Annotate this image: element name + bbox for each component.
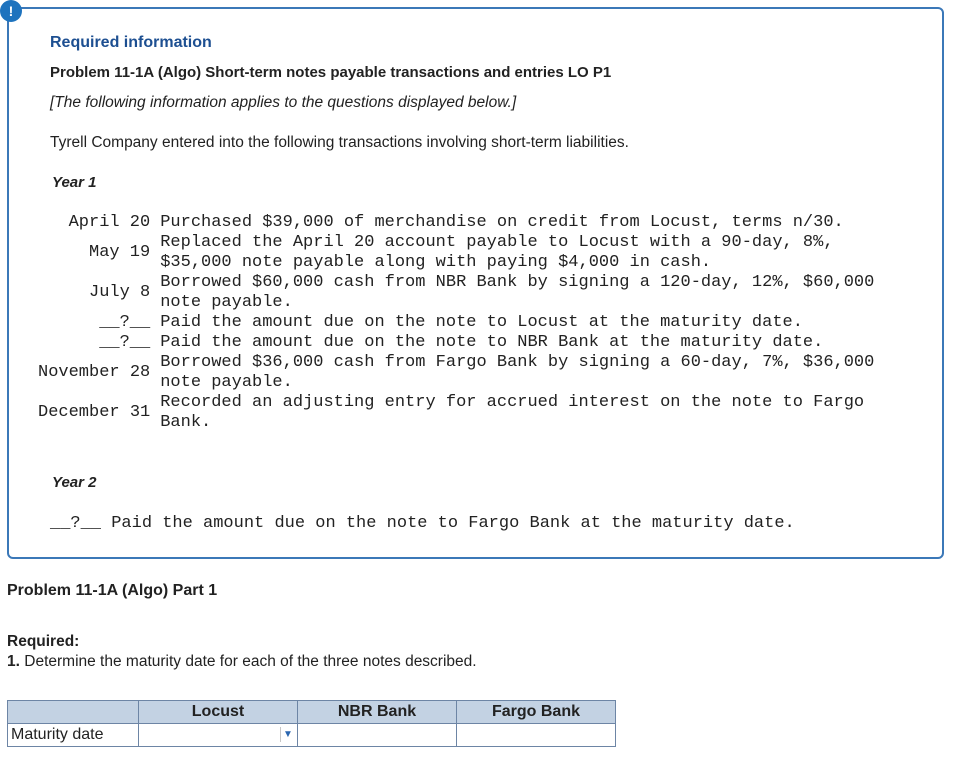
transaction-date: May 19 <box>89 243 151 262</box>
table-header-row <box>8 701 616 724</box>
maturity-date-table <box>7 700 616 747</box>
transaction-date: __?__ <box>50 514 102 533</box>
transaction-row <box>38 313 885 333</box>
year-1-label: Year 1 <box>52 174 97 191</box>
required-number: 1. <box>7 653 20 670</box>
nbr-bank-maturity-date-cell[interactable] <box>298 724 457 747</box>
transaction-text: Paid the amount due on the note to Fargo Bank at the maturity date. <box>111 514 795 533</box>
problem-title: Problem 11-1A (Algo) Short-term notes payable transactions and entries LO P1 <box>50 64 612 81</box>
transaction-text: Paid the amount due on the note to NBR Bank at the maturity date. <box>160 333 824 352</box>
transaction-text: Paid the amount due on the note to Locust at the maturity date. <box>160 313 803 332</box>
transaction-date: __?__ <box>99 313 151 332</box>
transaction-row <box>38 273 885 313</box>
transaction-row <box>38 333 885 353</box>
fargo-bank-maturity-date-cell[interactable] <box>457 724 616 747</box>
exclamation-icon: ! <box>0 0 22 22</box>
locust-maturity-date-input[interactable] <box>139 724 297 746</box>
table-corner-cell <box>8 701 139 724</box>
intro-text: Tyrell Company entered into the following transactions involving short-term liabilities. <box>50 134 629 151</box>
year-1-transactions <box>38 213 885 433</box>
transaction-date: November 28 <box>38 363 151 382</box>
column-header-fargo-bank: Fargo Bank <box>457 701 616 724</box>
required-instruction <box>7 653 477 671</box>
part-title: Problem 11-1A (Algo) Part 1 <box>7 582 218 599</box>
column-header-nbr-bank: NBR Bank <box>298 701 457 724</box>
locust-maturity-date-cell[interactable] <box>139 724 298 747</box>
table-row <box>8 724 616 747</box>
transaction-date: December 31 <box>38 403 151 422</box>
required-label: Required: <box>7 633 80 650</box>
dropdown-arrow-icon[interactable]: ▼ <box>280 727 295 742</box>
nbr-bank-maturity-date-input[interactable] <box>298 724 456 746</box>
transaction-date: __?__ <box>99 333 151 352</box>
transaction-date: July 8 <box>89 283 151 302</box>
year-2-label: Year 2 <box>52 474 97 491</box>
transaction-text: Replaced the April 20 account payable to Locust with a 90-day, 8%, $35,000 note payable along with paying $4,000 in cash. <box>160 233 844 272</box>
year-2-transaction <box>50 514 795 534</box>
required-information-title: Required information <box>50 34 212 51</box>
fargo-bank-maturity-date-input[interactable] <box>457 724 615 746</box>
information-note: [The following information applies to the questions displayed below.] <box>50 94 517 111</box>
required-instruction-text: Determine the maturity date for each of the three notes described. <box>24 653 477 670</box>
row-label-maturity-date: Maturity date <box>8 724 139 747</box>
transaction-row <box>38 393 885 433</box>
transaction-text: Purchased $39,000 of merchandise on credit from Locust, terms n/30. <box>160 213 844 232</box>
transaction-text: Borrowed $60,000 cash from NBR Bank by signing a 120-day, 12%, $60,000 note payable. <box>160 273 885 312</box>
transaction-row <box>38 213 885 233</box>
transaction-text: Borrowed $36,000 cash from Fargo Bank by signing a 60-day, 7%, $36,000 note payable. <box>160 353 885 392</box>
transaction-row <box>38 353 885 393</box>
transaction-text: Recorded an adjusting entry for accrued interest on the note to Fargo Bank. <box>160 393 875 432</box>
transaction-date: April 20 <box>68 213 151 232</box>
transaction-row <box>38 233 885 273</box>
column-header-locust: Locust <box>139 701 298 724</box>
